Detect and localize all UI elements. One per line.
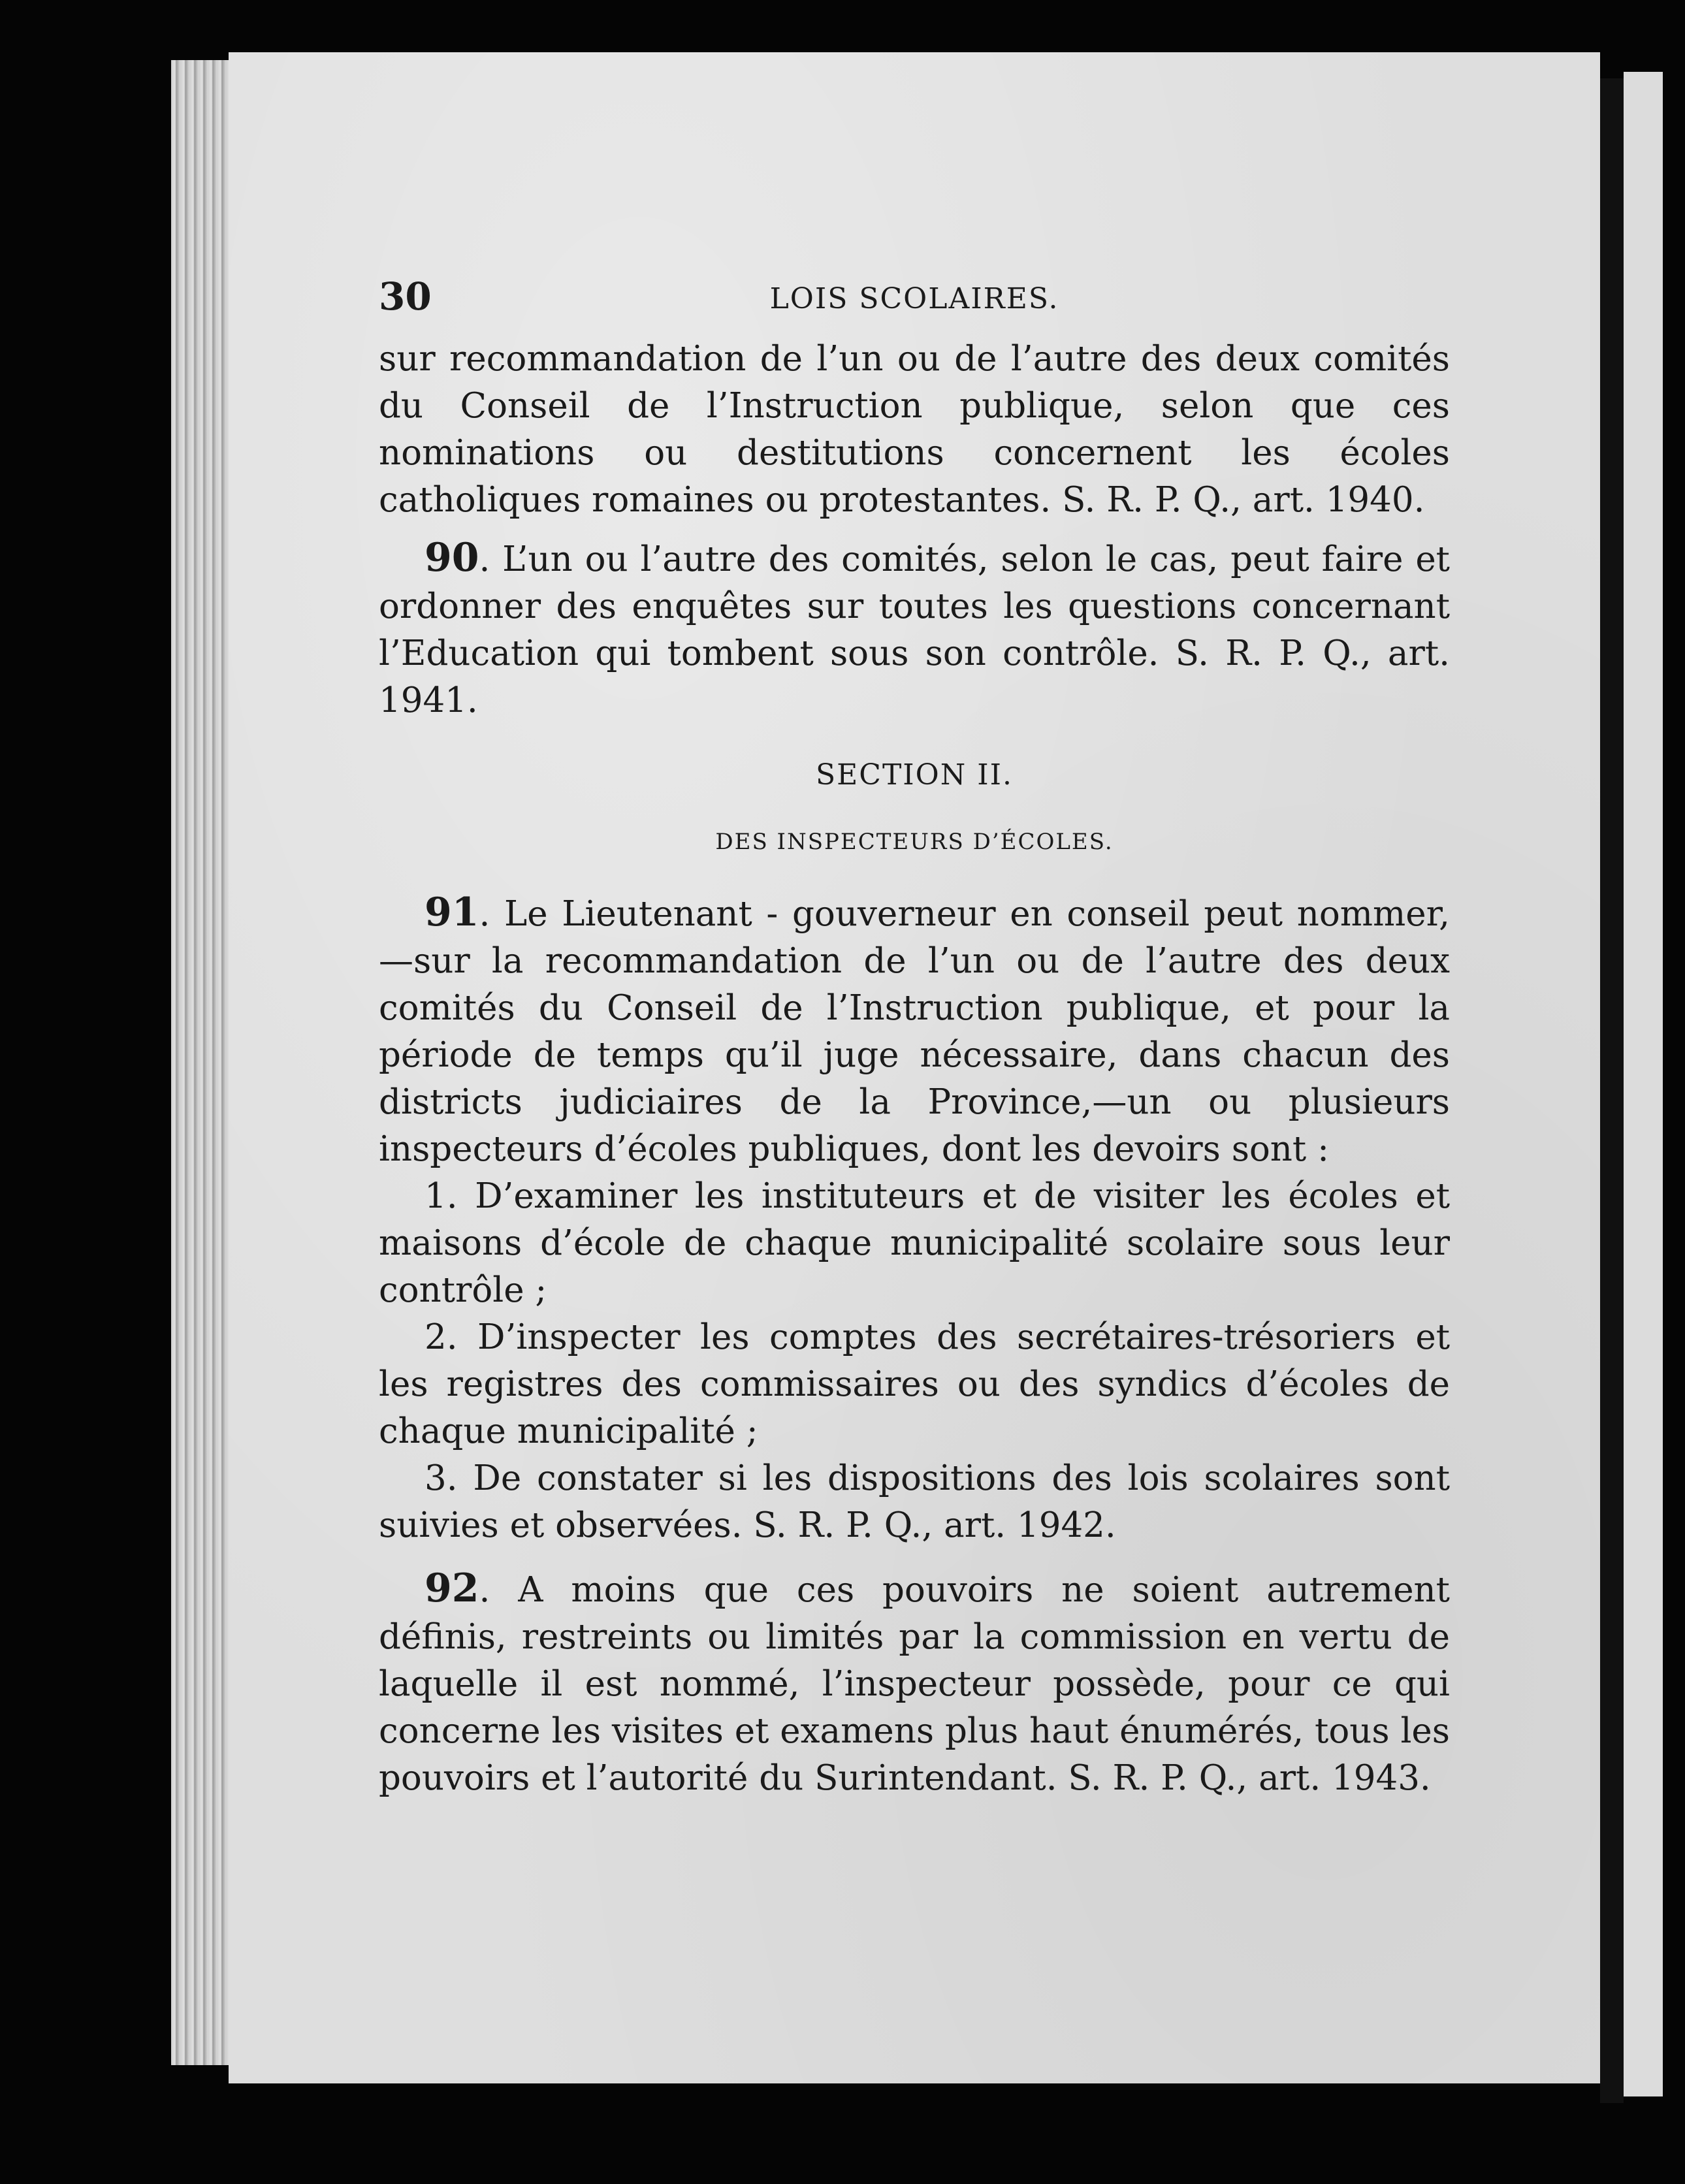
article-91-item-2: 2. D’inspecter les comptes des secrétaires-trésoriers et les registres des commissaires ou des syndics d’écoles de chaque municipalité ;: [379, 1317, 1450, 1451]
running-title: LOIS SCOLAIRES.: [769, 282, 1059, 315]
article-91-item-1: 1. D’examiner les instituteurs et de visiter les écoles et maisons d’école de chaque municipalité scolaire sous leur contrôle ;: [379, 1176, 1450, 1310]
article-90-text: . L’un ou l’autre des comités, selon le cas, peut faire et ordonner des enquêtes sur toutes les questions concernant l’Education qui tombent sous son contrôle. S. R. P. Q., art. 1941.: [379, 539, 1450, 720]
article-91-number: 91: [425, 890, 479, 935]
article-91-item-3: 3. De constater si les dispositions des lois scolaires sont suivies et observées. S. R. P. Q., art. 1942.: [379, 1458, 1450, 1545]
section-subheading: DES INSPECTEURS D’ÉCOLES.: [715, 829, 1114, 855]
article-90-number: 90: [425, 535, 479, 581]
page-number: 30: [379, 274, 432, 319]
facing-page-edge: [1624, 72, 1663, 2096]
page-text: [379, 268, 1450, 1802]
book-spine: [1600, 78, 1624, 2103]
running-head: [379, 268, 1450, 320]
article-92-number: 92: [425, 1566, 479, 1611]
article-91-text: . Le Lieutenant - gouverneur en conseil peut nommer,—sur la recommandation de l’un ou de l’autre des deux comités du Conseil de l’Instruction publique, et pour la période de temps qu’il juge nécessaire, dans chacun des districts judiciaires de la Province,—un ou plusieurs inspecteurs d’écoles publiques, dont les devoirs sont :: [379, 894, 1450, 1169]
book-page: [229, 52, 1600, 2083]
article-92-text: . A moins que ces pouvoirs ne soient autrement définis, restreints ou limités par la commission en vertu de laquelle il est nommé, l’inspecteur possède, pour ce qui concerne les visites et examens plus haut énumérés, tous les pouvoirs et l’autorité du Surintendant. S. R. P. Q., art. 1943.: [379, 1570, 1450, 1798]
paragraph-continued: sur recommandation de l’un ou de l’autre des deux comités du Conseil de l’Instruction publique, selon que ces nominations ou destitutions concernent les écoles catholiques romaines ou protestantes. S. R. P. Q., art. 1940.: [379, 339, 1450, 520]
article-91: [379, 889, 1450, 1173]
article-90: [379, 534, 1450, 724]
section-heading: SECTION II.: [816, 758, 1013, 792]
article-92: [379, 1565, 1450, 1802]
